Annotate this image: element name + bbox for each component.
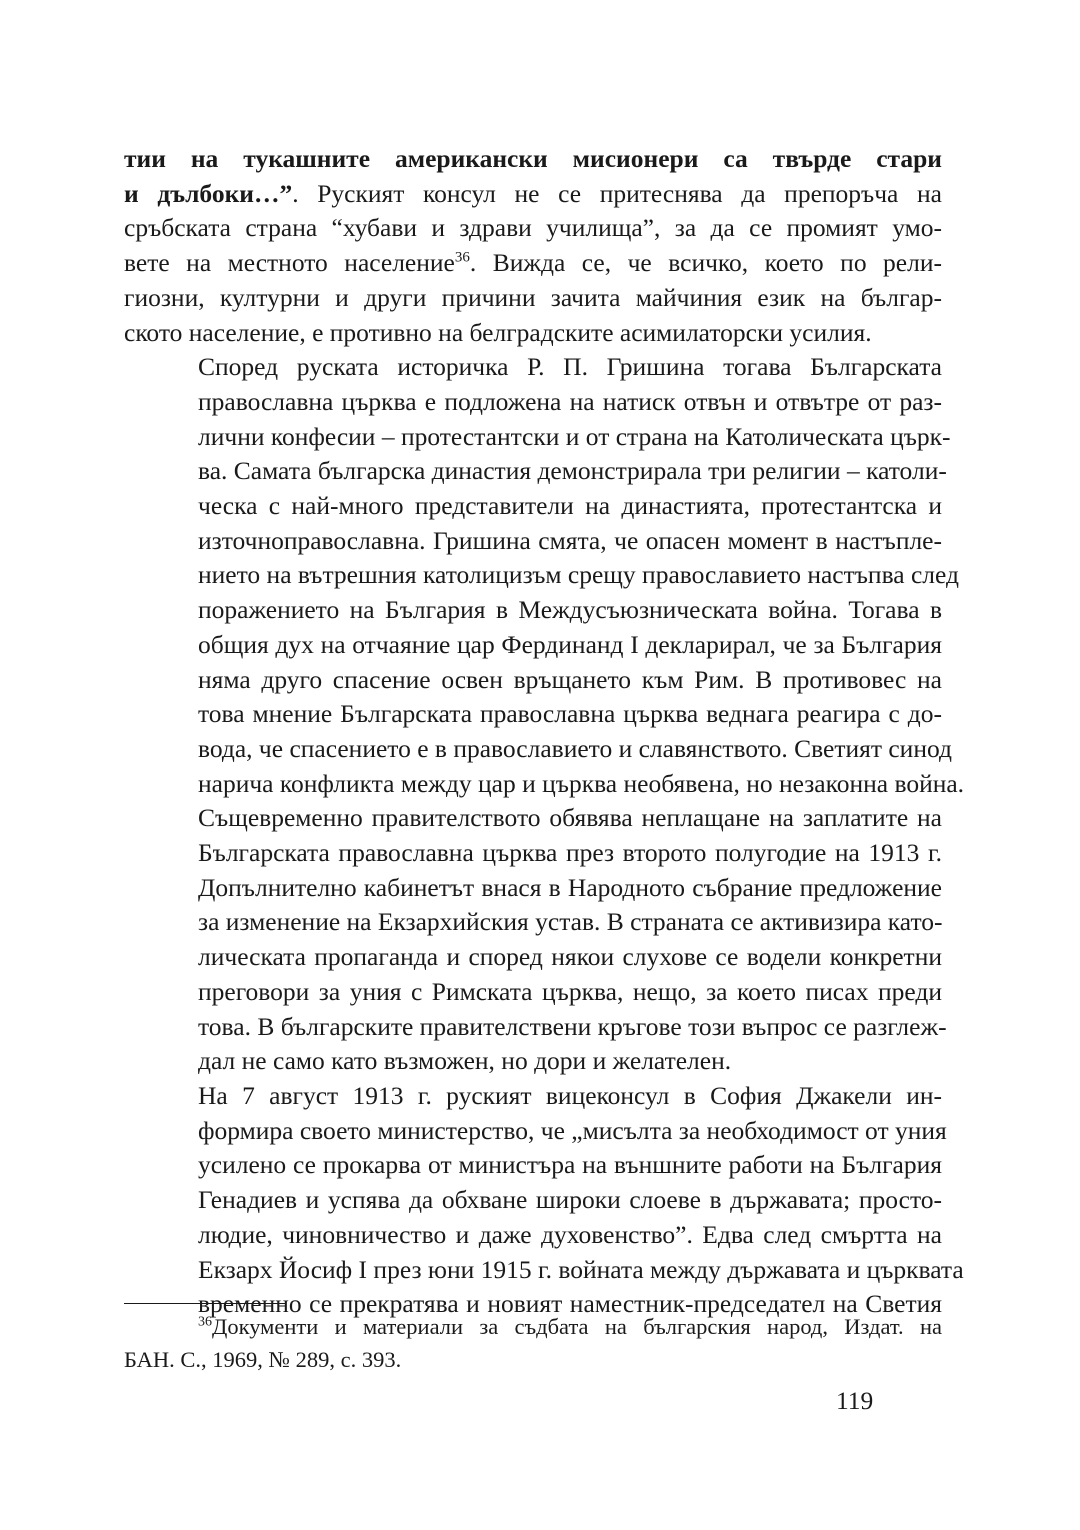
text-line bbox=[124, 1079, 942, 1114]
text-line bbox=[124, 454, 947, 489]
text-run: людие, чиновничество и даже духовенство”. Едва след смъртта на bbox=[198, 1219, 942, 1249]
text-line bbox=[124, 1010, 947, 1045]
text-run: дал не само като възможен, но дори и желателен. bbox=[198, 1046, 732, 1076]
footnote-line-2: БАН. С., 1969, № 289, с. 393. bbox=[124, 1347, 402, 1372]
text-line bbox=[124, 940, 942, 975]
text-run: На 7 август 1913 г. руският вицеконсул в София Джакели ин- bbox=[198, 1080, 942, 1110]
text-run: лическата пропаганда и според някои слухове се водели конкретни bbox=[198, 942, 942, 972]
text-line bbox=[124, 524, 942, 559]
text-line bbox=[124, 628, 942, 663]
text-line bbox=[124, 211, 942, 246]
text-run: лични конфесии – протестантски и от страна на Католическата църк- bbox=[198, 421, 951, 451]
text-run: вода, че спасението е в православието и славянството. Светият синод bbox=[198, 733, 952, 763]
text-run: гиозни, културни и други причини зачита майчиния език на българ- bbox=[124, 282, 942, 312]
footnote-line-1 bbox=[124, 1310, 942, 1343]
text-run: Допълнително кабинетът внася в Народното събрание предложение bbox=[198, 872, 942, 902]
body-text bbox=[124, 142, 965, 1322]
text-run: източноправославна. Гришина смята, че опасен момент в настъпле- bbox=[198, 525, 942, 555]
text-run: поражението на България в Междусъюзническата война. Тогава в bbox=[198, 595, 942, 625]
text-run: сръбската страна “хубави и здрави училища”, за да се промият умо- bbox=[124, 213, 942, 243]
text-line bbox=[124, 801, 942, 836]
text-run: усилено се прокарва от министъра на външните работи на България bbox=[198, 1150, 942, 1180]
text-run: за изменение на Екзархийския устав. В страната се активизира като- bbox=[198, 907, 943, 937]
text-line bbox=[124, 489, 942, 524]
text-run: ческа с най-много представители на династията, протестантска и bbox=[198, 491, 942, 521]
text-line bbox=[124, 316, 942, 351]
footnote-reference: 36 bbox=[454, 249, 470, 266]
text-line bbox=[124, 836, 942, 871]
text-run: временно се прекратява и новият наместник-председател на Светия bbox=[198, 1289, 942, 1319]
text-line bbox=[124, 1253, 964, 1288]
text-run: Според руската историчка Р. П. Гришина тогава Българската bbox=[198, 352, 942, 382]
paragraph bbox=[124, 142, 942, 350]
footnote bbox=[124, 1310, 942, 1376]
text-run: Българската православна църква през второто полугодие на 1913 г. bbox=[198, 838, 942, 868]
text-line bbox=[124, 1114, 947, 1149]
bold-text: тии на тукашните американски мисионери са твърде стари bbox=[124, 144, 942, 173]
text-run: вете на местното население bbox=[124, 248, 455, 278]
text-line bbox=[124, 246, 942, 281]
text-line bbox=[124, 697, 942, 732]
text-line bbox=[124, 663, 942, 698]
text-line bbox=[124, 281, 942, 316]
text-run: Екзарх Йосиф I през юни 1915 г. войната между държавата и църквата bbox=[198, 1254, 964, 1284]
page-number: 119 bbox=[836, 1386, 874, 1415]
text-line bbox=[124, 385, 942, 420]
text-run: православна църква е подложена на натиск отвън и отвътре от раз- bbox=[198, 386, 942, 416]
main-text bbox=[124, 142, 965, 1322]
text-line bbox=[124, 1218, 942, 1253]
text-line bbox=[124, 732, 952, 767]
text-line bbox=[124, 1148, 942, 1183]
text-run: няма друго спасение освен връщането към Рим. В противовес на bbox=[198, 664, 942, 694]
text-run: нието на вътрешния католицизъм срещу православието настъпва след bbox=[198, 560, 959, 590]
text-line bbox=[124, 871, 942, 906]
footnote-rule bbox=[124, 1303, 286, 1304]
text-line bbox=[124, 142, 942, 177]
text-line bbox=[124, 767, 965, 802]
paragraph bbox=[124, 350, 965, 1079]
text-run: . Руският консул не се притеснява да препоръча на bbox=[292, 178, 942, 208]
text-run: това. В българските правителствени кръгове този въпрос се разглеж- bbox=[198, 1011, 947, 1041]
text-run: Същевременно правителството обявява неплащане на заплатите на bbox=[198, 803, 942, 833]
text-line bbox=[124, 177, 942, 212]
text-run: това мнение Българската православна църква веднага реагира с до- bbox=[198, 699, 942, 729]
text-line bbox=[124, 1183, 942, 1218]
text-run: ва. Самата българска династия демонстрирала три религии – католи- bbox=[198, 456, 947, 486]
text-run: Генадиев и успява да обхване широки слоеве в държавата; просто- bbox=[198, 1185, 942, 1215]
text-line bbox=[124, 905, 942, 940]
footnote-text-1: Документи и материали за съдбата на българския народ, Издат. на bbox=[212, 1314, 942, 1339]
text-line bbox=[124, 420, 951, 455]
text-line bbox=[124, 558, 959, 593]
text-run: ското население, е противно на белградските асимилаторски усилия. bbox=[124, 317, 872, 347]
paragraph bbox=[124, 1079, 964, 1322]
text-run: . Вижда се, че всичко, което по рели- bbox=[469, 248, 942, 278]
text-line bbox=[124, 350, 942, 385]
text-line bbox=[124, 1044, 942, 1079]
bold-text: и дълбоки…” bbox=[124, 178, 293, 208]
text-run: нарича конфликта между цар и църква необявена, но незаконна война. bbox=[198, 768, 965, 798]
footnote-marker: 36 bbox=[198, 1314, 212, 1330]
text-run: общия дух на отчаяние цар Фердинанд I декларирал, че за България bbox=[198, 629, 942, 659]
text-run: преговори за уния с Римската църква, нещо, за което писах преди bbox=[198, 976, 942, 1006]
text-line bbox=[124, 975, 942, 1010]
text-run: формира своето министерство, че „мисълта за необходимост от уния bbox=[198, 1115, 947, 1145]
text-line bbox=[124, 593, 942, 628]
